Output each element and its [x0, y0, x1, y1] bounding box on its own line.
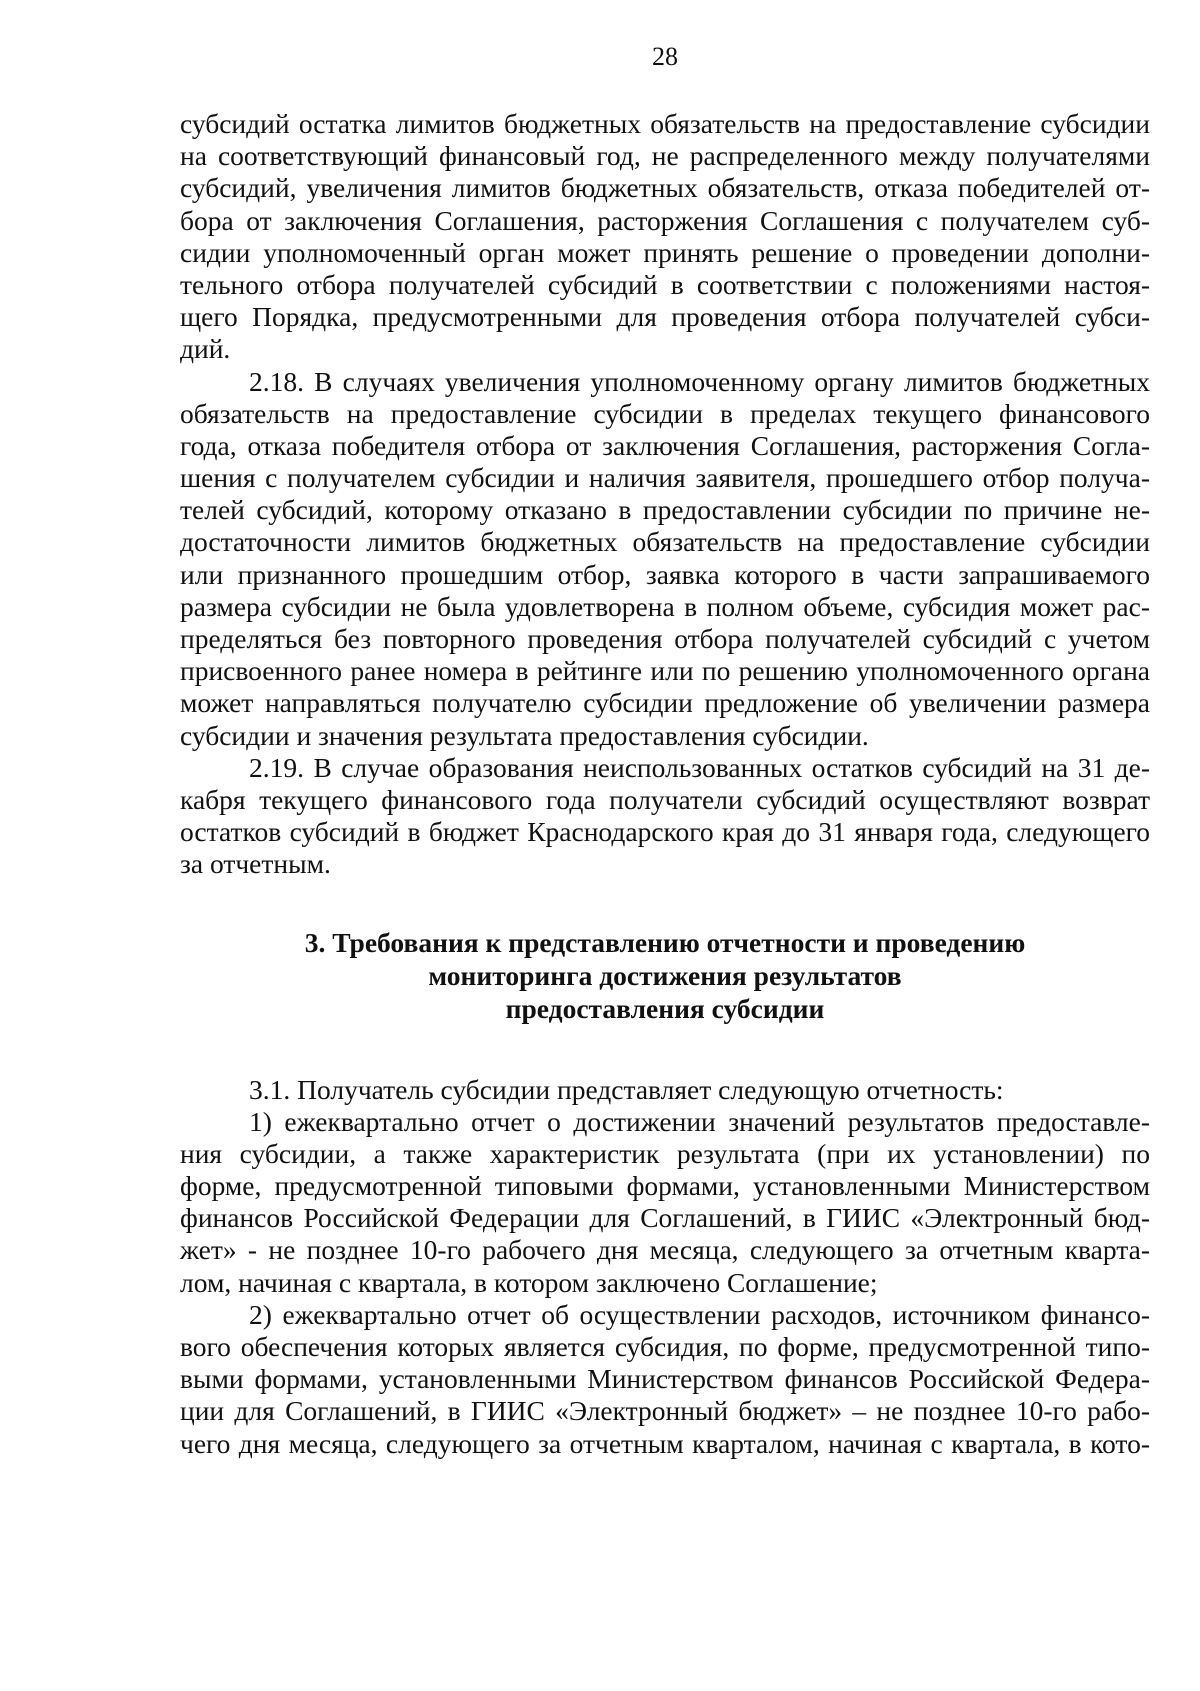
text-line: года, отказа победителя отбора от заключения Соглашения, расторжения Согла- [180, 429, 1150, 461]
text-line: субсидий остатка лимитов бюджетных обязательств на предоставление субсидии [180, 108, 1150, 139]
paragraph-2-19 [180, 752, 1150, 881]
text-line: дий. [180, 333, 231, 365]
text-line: выми формами, установленными Министерством финансов Российской Федера- [180, 1363, 1150, 1395]
text-line: пределяться без повторного проведения отбора получателей субсидий с учетом [180, 623, 1150, 654]
heading-line: 3. Требования к представлению отчетности и проведению [304, 926, 1026, 958]
text-line: достаточности лимитов бюджетных обязательств на предоставление субсидии [180, 526, 1150, 558]
document-body [180, 108, 1150, 1460]
text-line: чего дня месяца, следующего за отчетным кварталом, начиная с квартала, в кото- [180, 1427, 1150, 1459]
text-line: ния субсидии, а также характеристик результата (при их установлении) по [180, 1137, 1150, 1169]
text-line: на соответствующий финансовый год, не распределенного между получателями [180, 140, 1150, 172]
section-heading [180, 926, 1150, 1025]
text-line: телей субсидий, которому отказано в предоставлении субсидии по причине не- [180, 494, 1150, 526]
text-line: вого обеспечения которых является субсидия, по форме, предусмотренной типо- [180, 1331, 1150, 1362]
text-line: субсидии и значения результата предоставления субсидии. [180, 719, 869, 751]
text-line: форме, предусмотренной типовыми формами, установленными Министерством [180, 1170, 1150, 1202]
paragraph-continuation [180, 108, 1150, 366]
text-line: или признанного прошедшим отбор, заявка которого в части запрашиваемого [180, 558, 1150, 590]
text-line: 3.1. Получатель субсидии представляет следующую отчетность: [249, 1073, 1004, 1105]
page-number: 28 [652, 42, 678, 71]
text-line: тельного отбора получателей субсидий в соответствии с положениями настоя- [180, 268, 1150, 300]
text-line: присвоенного ранее номера в рейтинге или по решению уполномоченного органа [180, 655, 1150, 687]
text-line: остатков субсидий в бюджет Краснодарского края до 31 января года, следующего [180, 816, 1150, 848]
text-line: 2.18. В случаях увеличения уполномоченному органу лимитов бюджетных [249, 365, 1150, 397]
text-line: финансов Российской Федерации для Соглашений, в ГИИС «Электронный бюд- [180, 1202, 1150, 1234]
text-line: кабря текущего финансового года получатели субсидий осуществляют возврат [180, 783, 1150, 815]
heading-line: мониторинга достижения результатов [428, 959, 902, 991]
text-line: лом, начиная с квартала, в котором заключено Соглашение; [180, 1266, 878, 1298]
text-line: ции для Соглашений, в ГИИС «Электронный бюджет» – не позднее 10-го рабо- [180, 1395, 1150, 1427]
text-line: субсидий, увеличения лимитов бюджетных обязательств, отказа победителей от- [180, 172, 1150, 204]
text-line: 1) ежеквартально отчет о достижении значений результатов предоставле- [249, 1105, 1150, 1137]
text-line: жет» - не позднее 10-го рабочего дня месяца, следующего за отчетным кварта- [180, 1234, 1150, 1266]
paragraph-2-18 [180, 366, 1150, 752]
spacer [180, 1025, 1150, 1074]
text-line: обязательств на предоставление субсидии в пределах текущего финансового [180, 397, 1150, 429]
text-line: за отчетным. [180, 848, 331, 880]
text-line: 2.19. В случае образования неиспользованных остатков субсидий на 31 де- [249, 751, 1150, 783]
heading-line: предоставления субсидии [505, 992, 825, 1024]
text-line: бора от заключения Соглашения, расторжения Соглашения с получателем суб- [180, 204, 1150, 236]
text-line: может направляться получателю субсидии предложение об увеличении размера [180, 687, 1150, 719]
text-line: сидии уполномоченный орган может принять решение о проведении дополни- [180, 236, 1150, 268]
paragraph-3-1-item-2 [180, 1299, 1150, 1460]
spacer [180, 881, 1150, 926]
paragraph-3-1 [180, 1074, 1150, 1106]
text-line: 2) ежеквартально отчет об осуществлении расходов, источником финансо- [249, 1298, 1150, 1330]
text-line: шения с получателем субсидии и наличия заявителя, прошедшего отбор получа- [180, 462, 1150, 494]
paragraph-3-1-item-1 [180, 1106, 1150, 1299]
text-line: размера субсидии не была удовлетворена в полном объеме, субсидия может рас- [180, 590, 1150, 622]
text-line: щего Порядка, предусмотренными для проведения отбора получателей субси- [180, 301, 1150, 333]
